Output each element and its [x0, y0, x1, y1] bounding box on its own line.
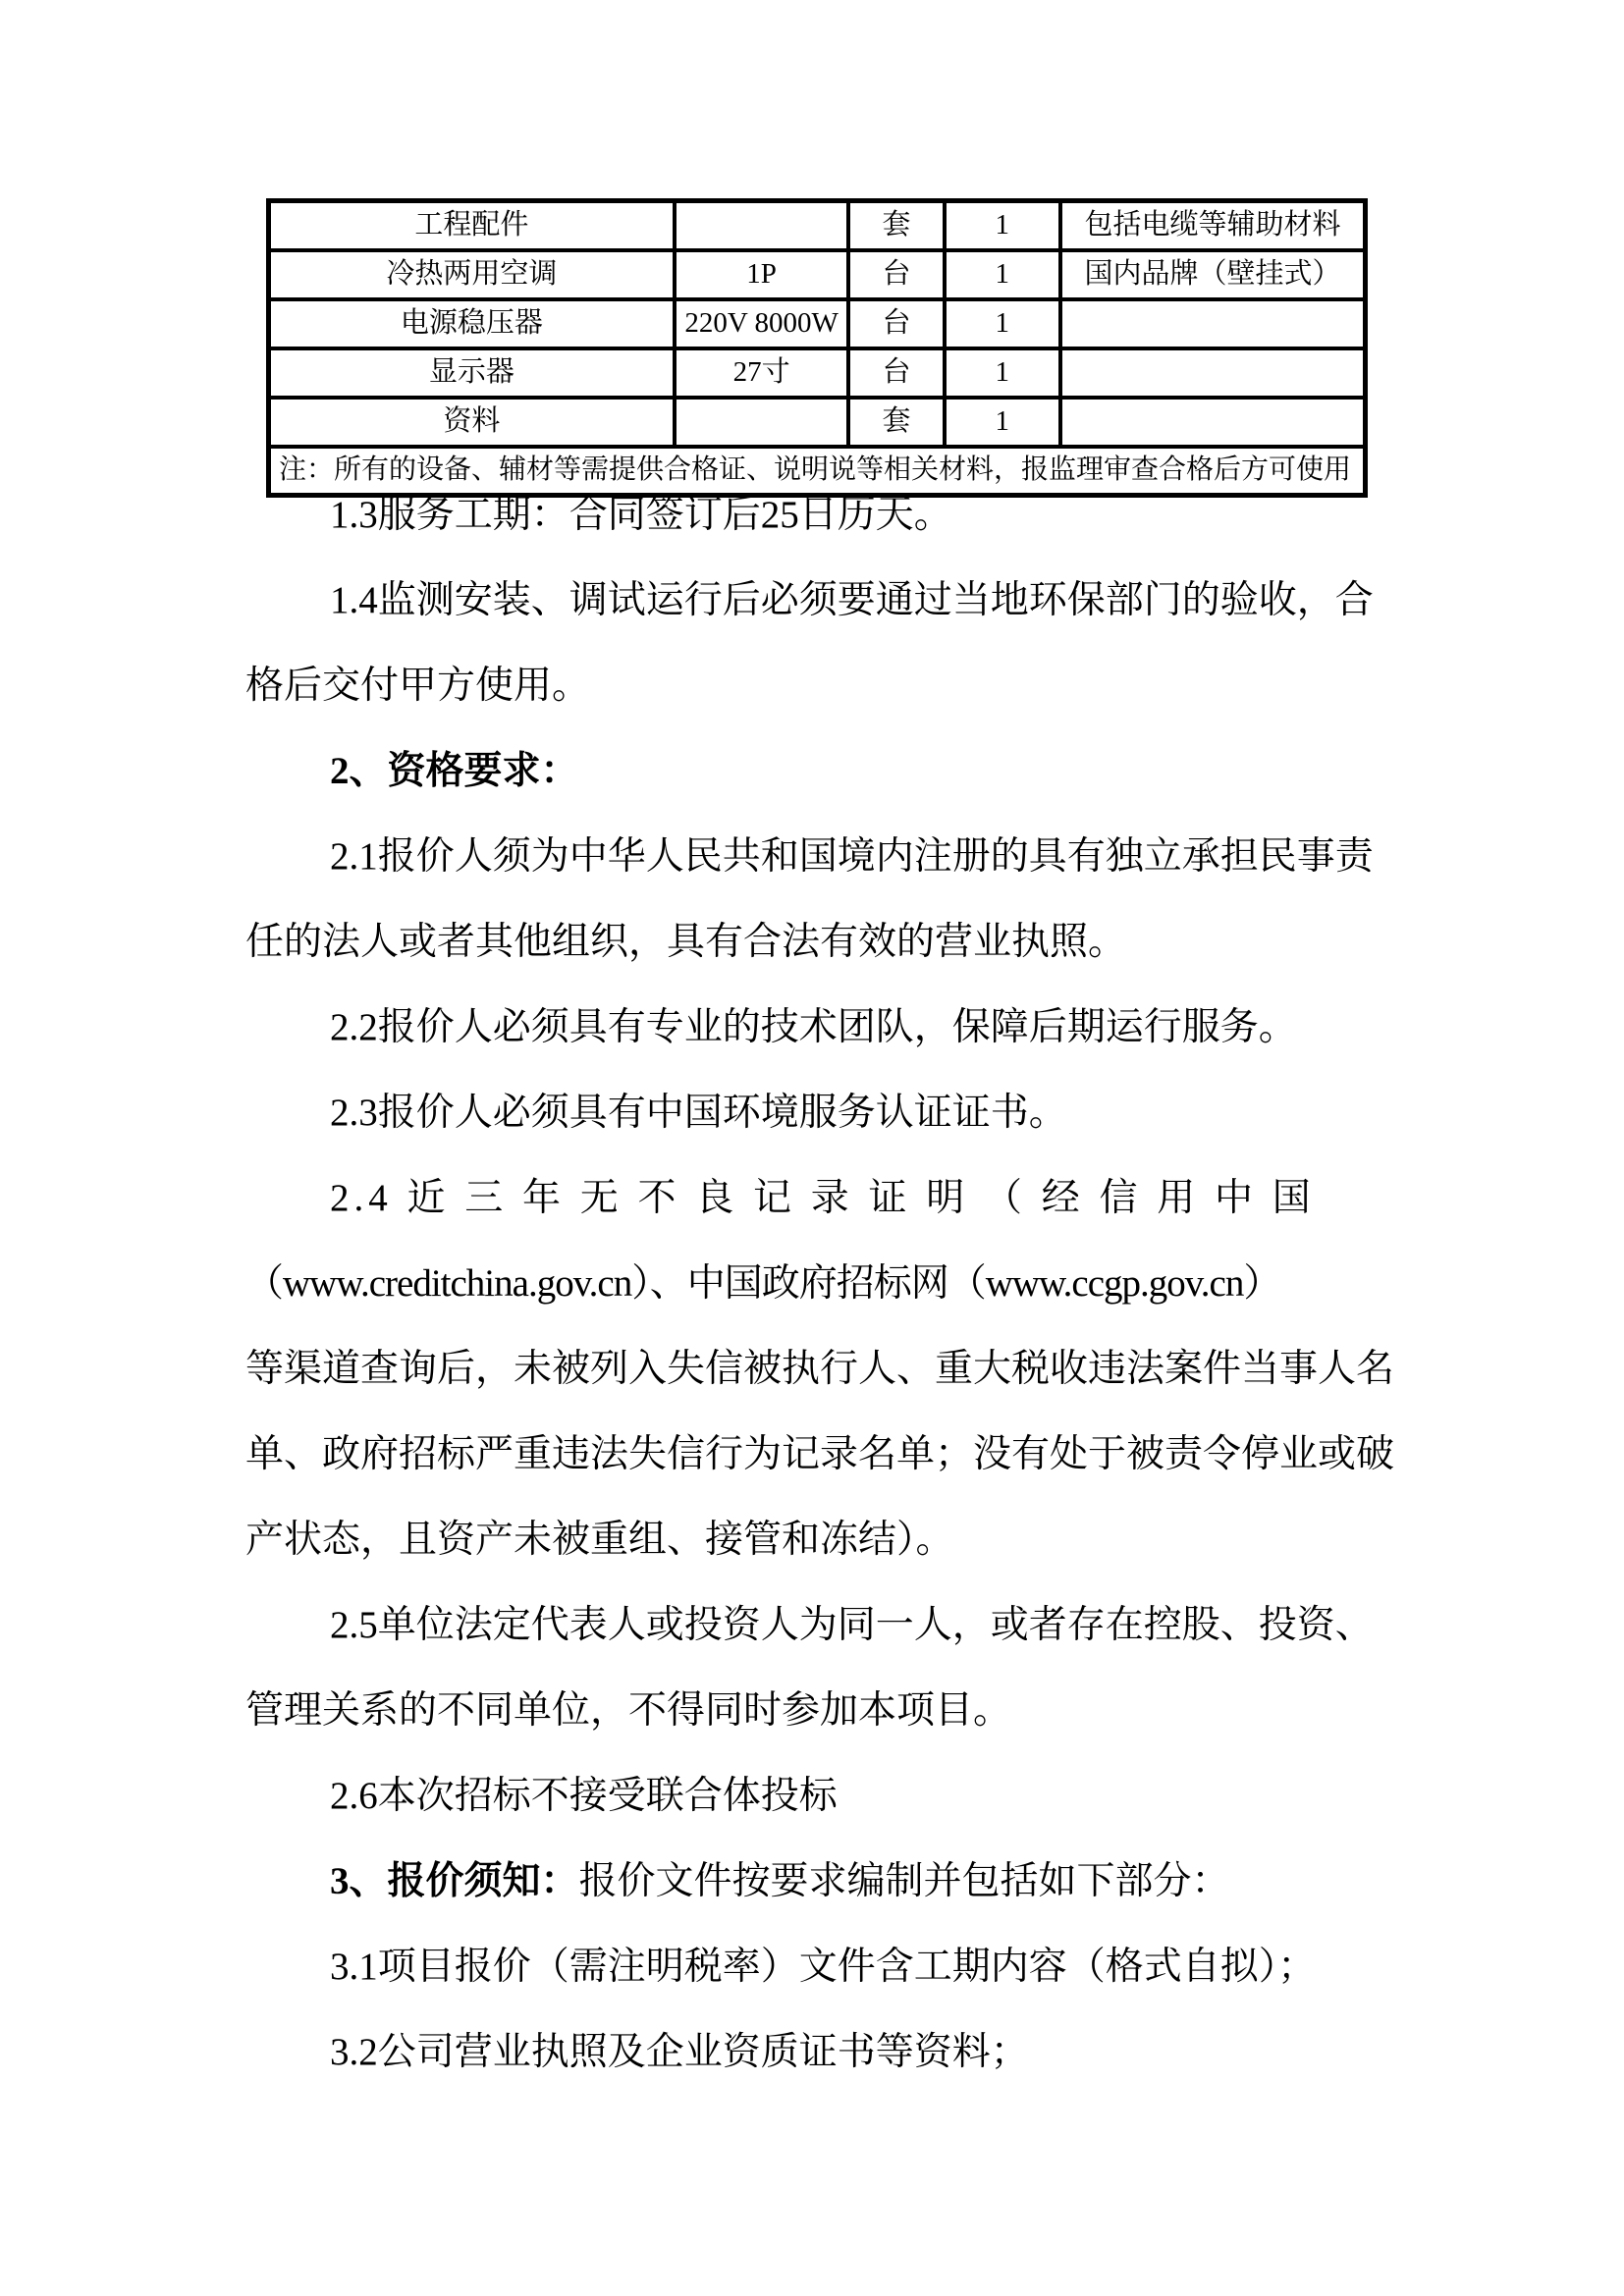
- clause-1-4-line2: 格后交付甲方使用。: [245, 665, 591, 707]
- clause-1-4-line1: 1.4监测安装、调试运行后必须要通过当地环保部门的验收，合: [330, 579, 1374, 621]
- clause-2-5-line2: 管理关系的不同单位，不得同时参加本项目。: [245, 1689, 1012, 1732]
- table-row: [269, 398, 1366, 447]
- item-spec-cell: [675, 201, 849, 251]
- clause-2-4-line4: 单、政府招标严重违法失信行为记录名单；没有处于被责令停业或破: [245, 1433, 1395, 1475]
- item-remark-cell: [1060, 348, 1366, 398]
- table-note: 注：所有的设备、辅材等需提供合格证、说明说等相关材料，报监理审查合格后方可使用: [269, 447, 1366, 496]
- item-name-cell: 电源稳压器: [269, 299, 675, 348]
- item-spec-cell: 220V 8000W: [675, 299, 849, 348]
- item-name-cell: 工程配件: [269, 201, 675, 251]
- clause-2-1-line1: 2.1报价人须为中华人民共和国境内注册的具有独立承担民事责: [330, 835, 1374, 878]
- clause-2-4-line3: 等渠道查询后，未被列入失信被执行人、重大税收违法案件当事人名: [245, 1348, 1395, 1390]
- heading-section-2: 2、资格要求：: [330, 750, 579, 792]
- item-spec-cell: [675, 398, 849, 447]
- table-row: [269, 299, 1366, 348]
- document-body: [245, 472, 1395, 2095]
- item-name-cell: 显示器: [269, 348, 675, 398]
- clause-2-5-line1: 2.5单位法定代表人或投资人为同一人，或者存在控股、投资、: [330, 1604, 1374, 1646]
- item-spec-cell: 1P: [675, 250, 849, 299]
- item-qty-cell: 1: [945, 348, 1060, 398]
- table-row: [269, 201, 1366, 251]
- clause-1-3: 1.3服务工期：合同签订后25日历天。: [330, 494, 952, 536]
- item-name-cell: 冷热两用空调: [269, 250, 675, 299]
- clause-2-1-line2: 任的法人或者其他组织，具有合法有效的营业执照。: [245, 921, 1127, 963]
- item-unit-cell: 台: [848, 250, 944, 299]
- clause-2-3: 2.3报价人必须具有中国环境服务认证证书。: [330, 1092, 1067, 1134]
- item-remark-cell: 包括电缆等辅助材料: [1060, 201, 1366, 251]
- heading-section-3: 3、报价须知：报价文件按要求编制并包括如下部分：: [330, 1860, 1230, 1902]
- item-qty-cell: 1: [945, 201, 1060, 251]
- item-qty-cell: 1: [945, 299, 1060, 348]
- item-unit-cell: 台: [848, 299, 944, 348]
- item-remark-cell: [1060, 299, 1366, 348]
- item-qty-cell: 1: [945, 250, 1060, 299]
- item-unit-cell: 套: [848, 201, 944, 251]
- clause-2-4-line1: 2.4 近 三 年 无 不 良 记 录 证 明 （ 经 信 用 中 国: [330, 1177, 1316, 1219]
- table-row: [269, 250, 1366, 299]
- item-name-cell: 资料: [269, 398, 675, 447]
- item-remark-cell: [1060, 398, 1366, 447]
- item-remark-cell: 国内品牌（壁挂式）: [1060, 250, 1366, 299]
- clause-3-2: 3.2公司营业执照及企业资质证书等资料；: [330, 2031, 1029, 2073]
- clause-2-4-line5: 产状态，且资产未被重组、接管和冻结）。: [245, 1519, 954, 1561]
- clause-2-2: 2.2报价人必须具有专业的技术团队，保障后期运行服务。: [330, 1006, 1297, 1048]
- clause-3-1: 3.1项目报价（需注明税率）文件含工期内容（格式自拟）；: [330, 1946, 1317, 1988]
- equipment-table: [266, 198, 1368, 498]
- item-qty-cell: 1: [945, 398, 1060, 447]
- clause-2-4-line2: （www.creditchina.gov.cn）、中国政府招标网（www.ccgp.gov.cn）: [245, 1262, 1281, 1305]
- table-row: [269, 348, 1366, 398]
- item-spec-cell: 27寸: [675, 348, 849, 398]
- clause-2-6: 2.6本次招标不接受联合体投标: [330, 1775, 838, 1817]
- item-unit-cell: 套: [848, 398, 944, 447]
- item-unit-cell: 台: [848, 348, 944, 398]
